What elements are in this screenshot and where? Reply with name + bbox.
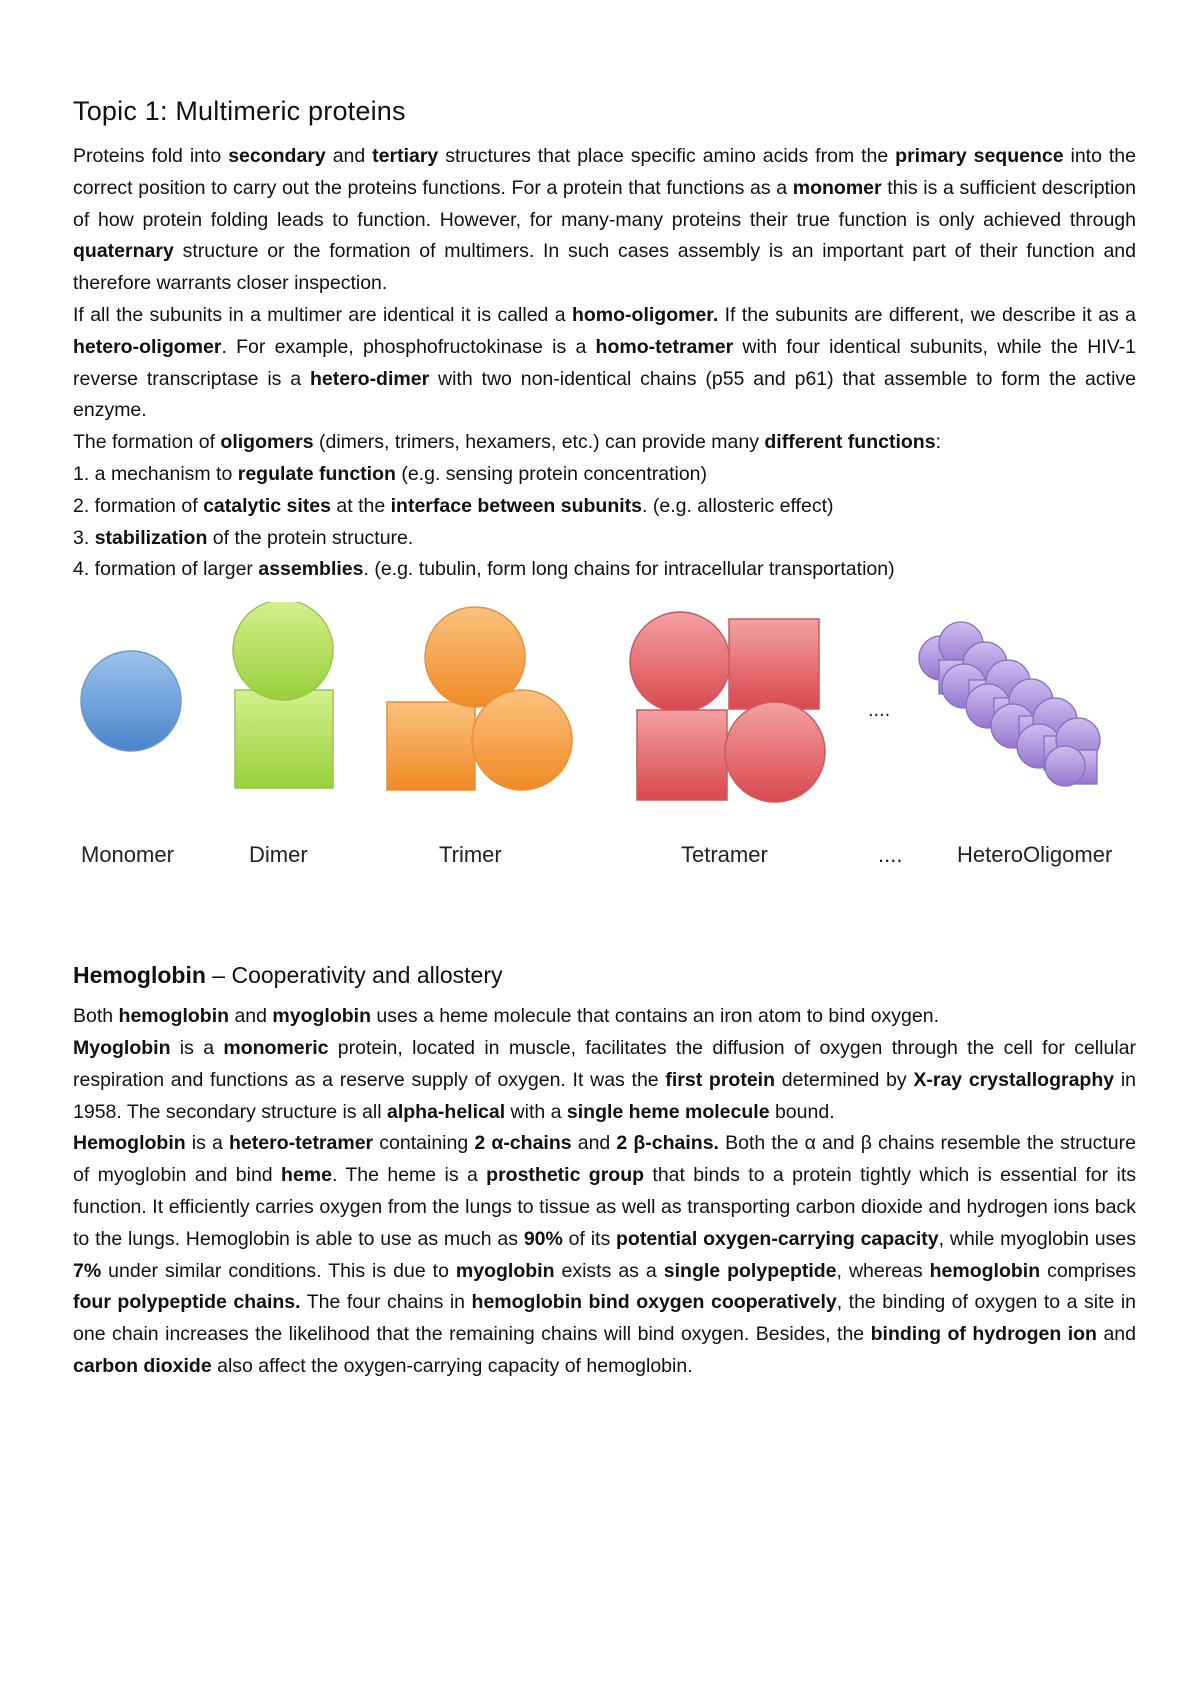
bold-term: quaternary [73, 240, 174, 263]
label-tetramer: Tetramer [681, 842, 768, 868]
bold-term: hemoglobin [118, 1005, 230, 1028]
text-run: and [571, 1132, 617, 1155]
text-run: 3. [73, 526, 95, 549]
bold-term: hemoglobin bind oxygen cooperatively [471, 1291, 837, 1314]
text-run: Proteins fold into [73, 145, 229, 167]
function-list-item-3 [73, 523, 1136, 555]
bold-term: potential oxygen-carrying capacity [616, 1227, 939, 1250]
text-run: (dimers, trimers, hexamers, etc.) can provide many [313, 431, 765, 454]
text-run: If the subunits are different, we describe it as a [718, 303, 1136, 326]
bold-term: hemoglobin [929, 1259, 1041, 1282]
text-run: with a [505, 1100, 567, 1123]
text-run: uses a heme molecule that contains an iron atom to bind oxygen. [371, 1005, 940, 1028]
text-run: is a [185, 1132, 230, 1155]
text-run: 2. formation of [73, 494, 204, 517]
text-run: 4. formation of larger [73, 558, 259, 581]
bold-term: single polypeptide [663, 1259, 837, 1282]
text-run: Both the α and β chains resemble the structure of myoglobin and bind [73, 1132, 1136, 1187]
bold-term: different functions [764, 431, 936, 454]
dimer-square-shape [235, 690, 333, 788]
label-hetero-oligomer: HeteroOligomer [957, 842, 1113, 868]
tetramer-circle-2-shape [725, 702, 825, 802]
bold-term: binding of hydrogen ion [870, 1323, 1097, 1346]
bold-term: monomer [792, 176, 882, 199]
function-list-item-1 [73, 459, 1136, 491]
text-run: with two non-identical chains (p55 and p61) that assemble to form the active enzyme. [73, 367, 1136, 422]
text-run: into the correct position to carry out the proteins functions. For a protein that functions as a [73, 145, 1136, 199]
hetero-oligomer-chain [919, 622, 1100, 786]
topic1-paragraph-3 [73, 427, 1136, 459]
text-run: . (e.g. allosteric effect) [642, 494, 834, 517]
oligomer-diagram [73, 602, 1136, 832]
topic1-paragraph-2 [73, 300, 1136, 427]
function-list-item-4 [73, 554, 1136, 586]
bold-term: alpha-helical [386, 1100, 506, 1123]
text-run: . For example, phosphofructokinase is a [221, 335, 596, 358]
bold-term: hetero-tetramer [229, 1132, 374, 1155]
hemoglobin-paragraph-2 [73, 1033, 1136, 1128]
text-run: bound. [769, 1100, 835, 1123]
text-run: , the binding of oxygen to a site in one chain increases the likelihood that the remaining chains will bind oxygen. Besides, the [73, 1291, 1137, 1346]
bold-term: assemblies [258, 558, 364, 581]
text-run: (e.g. sensing protein concentration) [395, 462, 708, 485]
text-run: that binds to a protein tightly which is essential for its function. It efficiently carries oxygen from the lungs to tissue as well as transporting carbon dioxide and hydrogen ions back to the lungs. Hemoglobin is able to use as much as [73, 1164, 1137, 1250]
bold-term: first protein [665, 1068, 776, 1091]
bold-term: regulate function [237, 462, 396, 485]
bold-term: hetero-dimer [309, 367, 430, 390]
bold-term: prosthetic group [486, 1164, 645, 1187]
text-run: comprises [1040, 1259, 1136, 1282]
ellipsis-mark: .... [868, 699, 891, 722]
bold-term: tertiary [372, 145, 439, 167]
bold-term: 2 β-chains. [616, 1132, 719, 1155]
tetramer-square-1-shape [729, 619, 819, 709]
bold-term: 90% [523, 1227, 563, 1250]
hemoglobin-paragraph-1 [73, 1001, 1136, 1033]
bold-term: X-ray crystallography [913, 1068, 1115, 1091]
bold-term: hetero-oligomer [73, 335, 222, 358]
bold-term: homo-tetramer [595, 335, 734, 358]
text-run: is a [170, 1036, 224, 1059]
text-run: , while myoglobin uses [938, 1227, 1136, 1250]
bold-term: carbon dioxide [73, 1354, 212, 1377]
text-run: of the protein structure. [207, 526, 414, 549]
text-run: The four chains in [300, 1291, 472, 1314]
bold-term: 2 α-chains [474, 1132, 572, 1155]
text-run: and [325, 145, 373, 167]
text-run: , whereas [836, 1259, 930, 1282]
oligomer-figure [73, 602, 1136, 892]
bold-term: single heme molecule [566, 1100, 770, 1123]
monomer-shape [81, 651, 181, 751]
bold-term: myoglobin [455, 1259, 555, 1282]
bold-term: myoglobin [272, 1005, 371, 1028]
text-run: : [935, 431, 941, 454]
bold-term: secondary [228, 145, 326, 167]
dimer-circle-shape [233, 602, 333, 700]
bold-term: Myoglobin [73, 1036, 171, 1059]
trimer-circle-right-shape [472, 690, 572, 790]
hemoglobin-title-bold: Hemoglobin [73, 962, 206, 989]
tetramer-square-2-shape [637, 710, 727, 800]
text-run: structure or the formation of multimers. In such cases assembly is an important part of their function and therefore warrants closer inspection. [73, 240, 1136, 295]
text-run: with four identical subunits, while the HIV-1 reverse transcriptase is a [73, 335, 1137, 390]
text-run: determined by [775, 1068, 914, 1091]
text-run: The formation of [73, 431, 221, 454]
topic1-title: Topic 1: Multimeric proteins [73, 96, 406, 126]
text-run: structures that place specific amino acids from the [438, 145, 896, 167]
hemoglobin-title [73, 962, 1136, 989]
bold-term: homo-oligomer. [571, 303, 719, 326]
text-run: under similar conditions. This is due to [101, 1259, 456, 1282]
text-run: protein, located in muscle, facilitates the diffusion of oxygen through the cell for cellular respiration and functions as a reserve supply of oxygen. It was the [73, 1036, 1136, 1091]
text-run: in 1958. The secondary structure is all [73, 1068, 1136, 1123]
text-run: and [1096, 1323, 1136, 1346]
bold-term: 7% [73, 1259, 102, 1282]
hemoglobin-title-rest: – Cooperativity and allostery [205, 962, 503, 989]
text-run: also affect the oxygen-carrying capacity of hemoglobin. [211, 1354, 693, 1377]
bold-term: primary sequence [895, 145, 1064, 167]
bold-term: oligomers [220, 431, 314, 454]
label-dimer: Dimer [249, 842, 308, 868]
bold-term: catalytic sites [203, 494, 331, 517]
tetramer-circle-1-shape [630, 612, 730, 712]
trimer-square-shape [387, 702, 475, 790]
document-page [73, 96, 1136, 1383]
section-spacer [73, 892, 1136, 962]
text-run: of its [562, 1227, 617, 1250]
text-run: 1. a mechanism to [73, 462, 238, 485]
bold-term: heme [281, 1164, 332, 1187]
text-run: exists as a [554, 1259, 664, 1282]
text-run: . (e.g. tubulin, form long chains for intracellular transportation) [363, 558, 895, 581]
bold-term: four polypeptide chains. [73, 1291, 301, 1314]
text-run: and [229, 1005, 273, 1028]
text-run: Both [73, 1005, 119, 1028]
label-trimer: Trimer [439, 842, 502, 868]
text-run: at the [331, 494, 391, 517]
hemoglobin-paragraph-3 [73, 1128, 1136, 1382]
bold-term: monomeric [223, 1036, 329, 1059]
text-run: . The heme is a [331, 1164, 487, 1187]
topic1-paragraph-1 [73, 141, 1136, 300]
bold-term: interface between subunits [390, 494, 643, 517]
function-list-item-2 [73, 491, 1136, 523]
bold-term: stabilization [94, 526, 208, 549]
text-run: containing [373, 1132, 475, 1155]
label-ellipsis: .... [878, 842, 903, 868]
bold-term: Hemoglobin [73, 1132, 186, 1155]
text-run: If all the subunits in a multimer are identical it is called a [73, 303, 572, 326]
label-monomer: Monomer [81, 842, 174, 868]
text-run: this is a sufficient description of how protein folding leads to function. However, for many-many proteins their true function is only achieved through [73, 176, 1136, 231]
